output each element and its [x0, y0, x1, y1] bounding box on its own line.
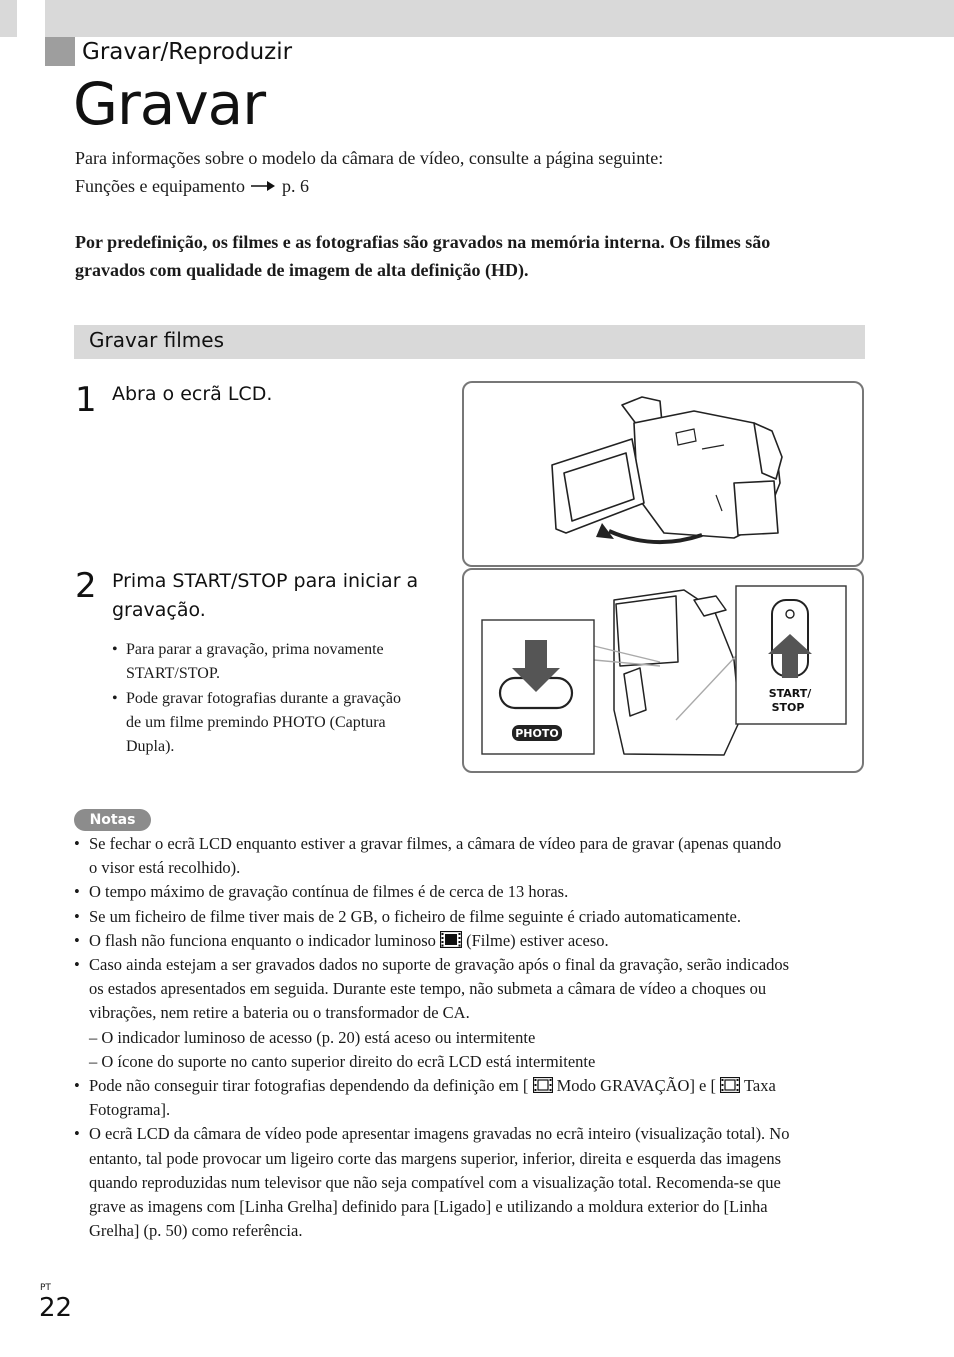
step-2-bullet-2-line-1: Pode gravar fotografias durante a gravação: [126, 690, 401, 707]
note-1-line-2: o visor está recolhido).: [89, 858, 241, 878]
note-5-line-1: Caso ainda estejam a ser gravados dados no suporte de gravação após o final da gravação, serão indicados: [89, 955, 790, 975]
bullet-dot: •: [74, 930, 80, 950]
start-stop-label-2: STOP: [771, 701, 805, 714]
note-3-line-1: Se um ficheiro de filme tiver mais de 2 GB, o ficheiro de filme seguinte é criado automaticamente.: [89, 906, 741, 926]
film-icon: [440, 931, 462, 948]
step-2-text-line-2: gravação.: [112, 599, 206, 621]
intro-page-link[interactable]: p. 6: [281, 176, 309, 196]
bullet-dot: •: [74, 834, 80, 853]
film-outline-icon: [720, 1077, 740, 1093]
note-6-pre: Pode não conseguir tirar fotografias dependendo da definição em [: [89, 1076, 529, 1096]
note-6-line-2: Fotograma].: [89, 1100, 171, 1120]
note-item: [74, 880, 869, 904]
step-2-number: 2: [75, 566, 97, 606]
start-stop-illustration: [462, 568, 864, 773]
intro-line-2: [75, 172, 309, 200]
arrow-right-icon: [249, 172, 277, 200]
bullet-dot: •: [74, 955, 80, 975]
note-4-pre: O flash não funciona enquanto o indicador luminoso: [89, 930, 436, 950]
note-5-line-2: os estados apresentados em seguida. Durante este tempo, não submeta a câmara de vídeo a choques ou: [89, 979, 767, 999]
note-6-mid: Modo GRAVAÇÃO] e [: [556, 1076, 717, 1096]
bullet-dot: •: [112, 690, 118, 707]
note-7-line-3: quando reproduzidas num televisor que não seja compatível com a visualização total. Recomenda-se que: [89, 1172, 781, 1192]
step-2-bullet-2: [112, 687, 401, 759]
subsection-title: Gravar filmes: [89, 328, 225, 352]
step-2-text-line-1: Prima START/STOP para iniciar a: [112, 570, 419, 592]
top-bar: [0, 0, 954, 37]
section-marker: [45, 37, 75, 66]
bullet-dot: •: [112, 641, 118, 658]
step-2-bullet-1-line-1: Para parar a gravação, prima novamente: [126, 641, 384, 658]
note-item: [74, 1122, 869, 1243]
section-label: Gravar/Reproduzir: [82, 39, 293, 65]
step-1-text: Abra o ecrã LCD.: [112, 383, 273, 405]
note-item: [74, 1074, 869, 1122]
note-1-line-1: Se fechar o ecrã LCD enquanto estiver a gravar filmes, a câmara de vídeo para de gravar (apenas quando: [89, 834, 782, 853]
note-4-post: (Filme) estiver aceso.: [466, 930, 609, 950]
page-title: Gravar: [73, 70, 266, 138]
camcorder-icon: [464, 570, 862, 771]
step-2-bullet-1: [112, 638, 384, 686]
note-7-line-2: entanto, tal pode provocar um ligeiro corte das margens superior, inferior, direita e esquerda das imagens: [89, 1148, 782, 1168]
camcorder-open-lcd-illustration: [462, 381, 864, 567]
intro-line-1: Para informações sobre o modelo da câmara de vídeo, consulte a página seguinte:: [75, 148, 664, 168]
note-item: [74, 929, 869, 953]
bullet-dot: •: [74, 1124, 80, 1144]
step-2-bullet-1-line-2: START/STOP.: [126, 665, 220, 682]
page-language: PT: [40, 1283, 51, 1293]
note-5-dash-2: – O ícone do suporte no canto superior direito do ecrã LCD está intermitente: [89, 1051, 596, 1071]
note-6-post: Taxa: [743, 1076, 776, 1096]
note-item: [74, 832, 869, 880]
page-number: 22: [39, 1293, 73, 1323]
note-item: [74, 905, 869, 929]
intro-functions-text: Funções e equipamento: [75, 176, 245, 196]
bullet-dot: •: [74, 906, 80, 926]
intro-bold-line-2: gravados com qualidade de imagem de alta definição (HD).: [75, 260, 529, 280]
intro-bold-line-1: Por predefinição, os filmes e as fotografias são gravados na memória interna. Os filmes são: [75, 232, 771, 252]
note-2-line-1: O tempo máximo de gravação contínua de filmes é de cerca de 13 horas.: [89, 882, 569, 902]
step-1-number: 1: [75, 380, 97, 420]
top-bar-notch: [17, 0, 45, 37]
step-2-bullet-2-line-2: de um filme premindo PHOTO (Captura: [126, 714, 386, 731]
bullet-dot: •: [74, 1076, 80, 1096]
note-5-line-3: vibrações, nem retire a bateria ou o transformador de CA.: [89, 1003, 470, 1023]
note-7-line-5: Grelha] (p. 50) como referência.: [89, 1221, 303, 1241]
note-7-line-1: O ecrã LCD da câmara de vídeo pode apresentar imagens gravadas no ecrã inteiro (visualização total). No: [89, 1124, 790, 1144]
note-item: [74, 953, 869, 1074]
bullet-dot: •: [74, 882, 80, 902]
start-stop-label-1: START/: [768, 687, 812, 700]
film-outline-icon: [533, 1077, 553, 1093]
note-7-line-4: grave as imagens com [Linha Grelha] definido para [Ligado] e utilizando a moldura exterior do [Linha: [89, 1197, 768, 1217]
photo-button-label: PHOTO: [515, 727, 559, 740]
notes-list: [74, 832, 869, 1243]
notes-badge: Notas: [74, 809, 151, 831]
note-5-dash-1: – O indicador luminoso de acesso (p. 20) está aceso ou intermitente: [89, 1027, 536, 1047]
step-2-bullet-2-line-3: Dupla).: [126, 738, 175, 755]
camcorder-icon: [464, 383, 862, 565]
